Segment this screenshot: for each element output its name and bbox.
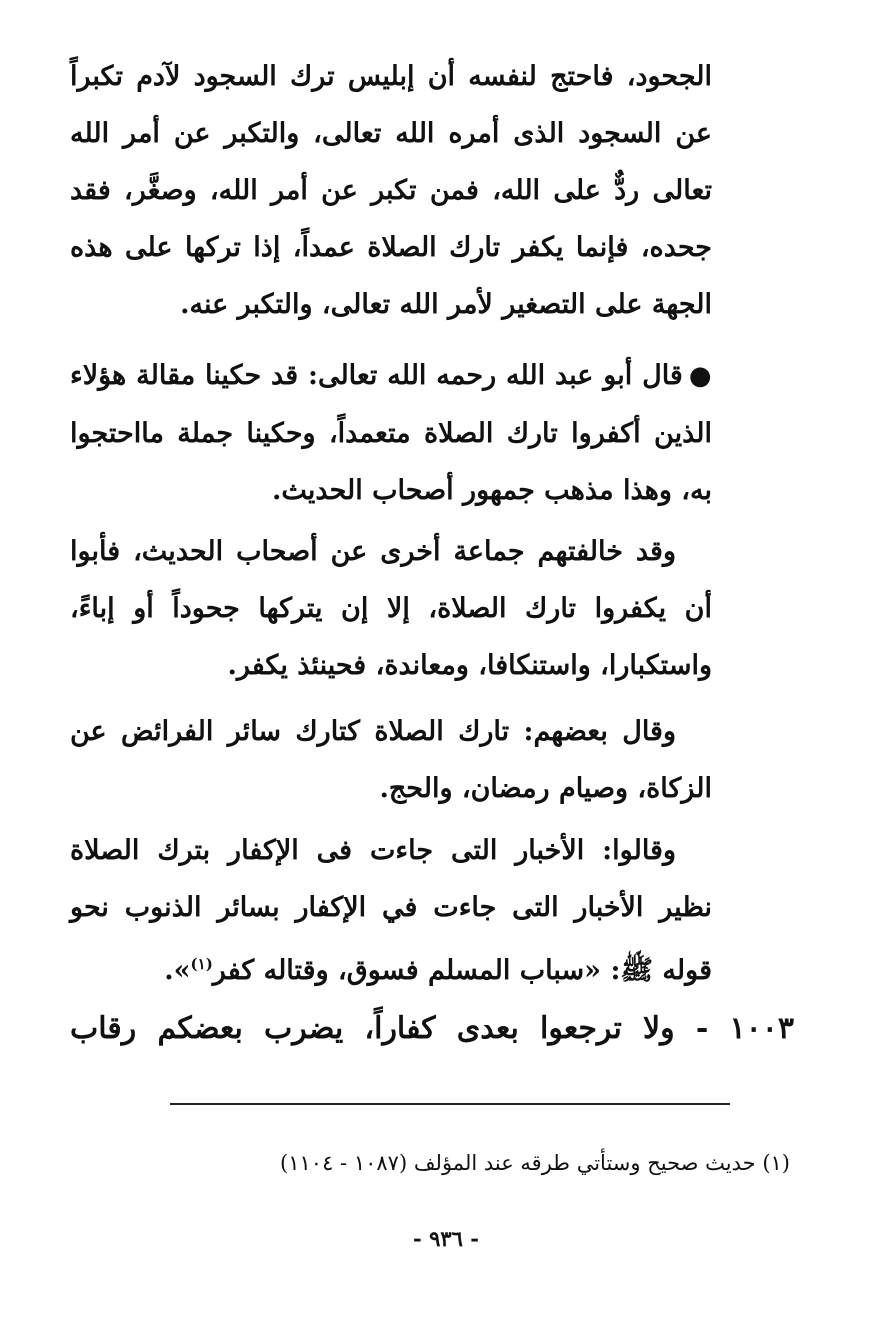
paragraph-text: قال أبو عبد الله رحمه الله تعالى: قد حكينا مقالة هؤلاء الذين أكفروا تارك الصلاة متعمداً، وحكينا جملة مااحتجوا به، وهذا مذهب جمهور أصحاب الحديث. [70, 360, 712, 506]
paragraph-text: الجحود، فاحتج لنفسه أن إبليس ترك السجود لآدم تكبراً عن السجود الذى أمره الله تعالى، والتكبر عن أمر الله تعالى ردٌّ على الله، فمن تكبر عن أمر الله، وصغَّر، فقد جحده، فإنما يكفر تارك الصلاة عمداً، إذا تركها على هذه الجهة على التصغير لأمر الله تعالى، والتكبر عنه. [70, 61, 712, 320]
hadith-text: - ولا ترجعوا بعدى كفاراً، يضرب بعضكم رقاب [70, 1011, 709, 1046]
footnote-reference: (١) [190, 955, 213, 973]
paragraph-text: وقد خالفتهم جماعة أخرى عن أصحاب الحديث، فأبوا أن يكفروا تارك الصلاة، إلا إن يتركها جحوداً أو إباءً، واستكبارا، واستنكافا، ومعاندة، فحينئذ يكفر. [70, 536, 712, 681]
paragraph-1 [70, 48, 712, 333]
footnote-marker: (١) [762, 1151, 790, 1175]
bullet-icon: ● [688, 361, 712, 391]
paragraph-4 [70, 703, 712, 817]
paragraph-5 [70, 822, 712, 999]
hadith-entry [70, 1000, 794, 1057]
page-number: - ٩٣٦ - [413, 1226, 479, 1251]
footnote [150, 1143, 790, 1183]
paragraph-2 [70, 347, 712, 519]
paragraph-text: وقالوا: الأخبار التى جاءت فى الإكفار بترك الصلاة نظير الأخبار التى جاءت في الإكفار بسائر الذنوب نحو قوله ﷺ: «سباب المسلم فسوق، وقتاله كفر [70, 835, 712, 986]
paragraph-tail: ». [164, 955, 191, 986]
footnote-divider [170, 1103, 730, 1105]
footnote-text: حديث صحيح وستأتي طرقه عند المؤلف (١٠٨٧ - ١١٠٤) [280, 1151, 756, 1175]
hadith-number: ١٠٠٣ [729, 1011, 794, 1046]
paragraph-text: وقال بعضهم: تارك الصلاة كتارك سائر الفرائض عن الزكاة، وصيام رمضان، والحج. [70, 716, 712, 804]
paragraph-3 [70, 523, 712, 694]
